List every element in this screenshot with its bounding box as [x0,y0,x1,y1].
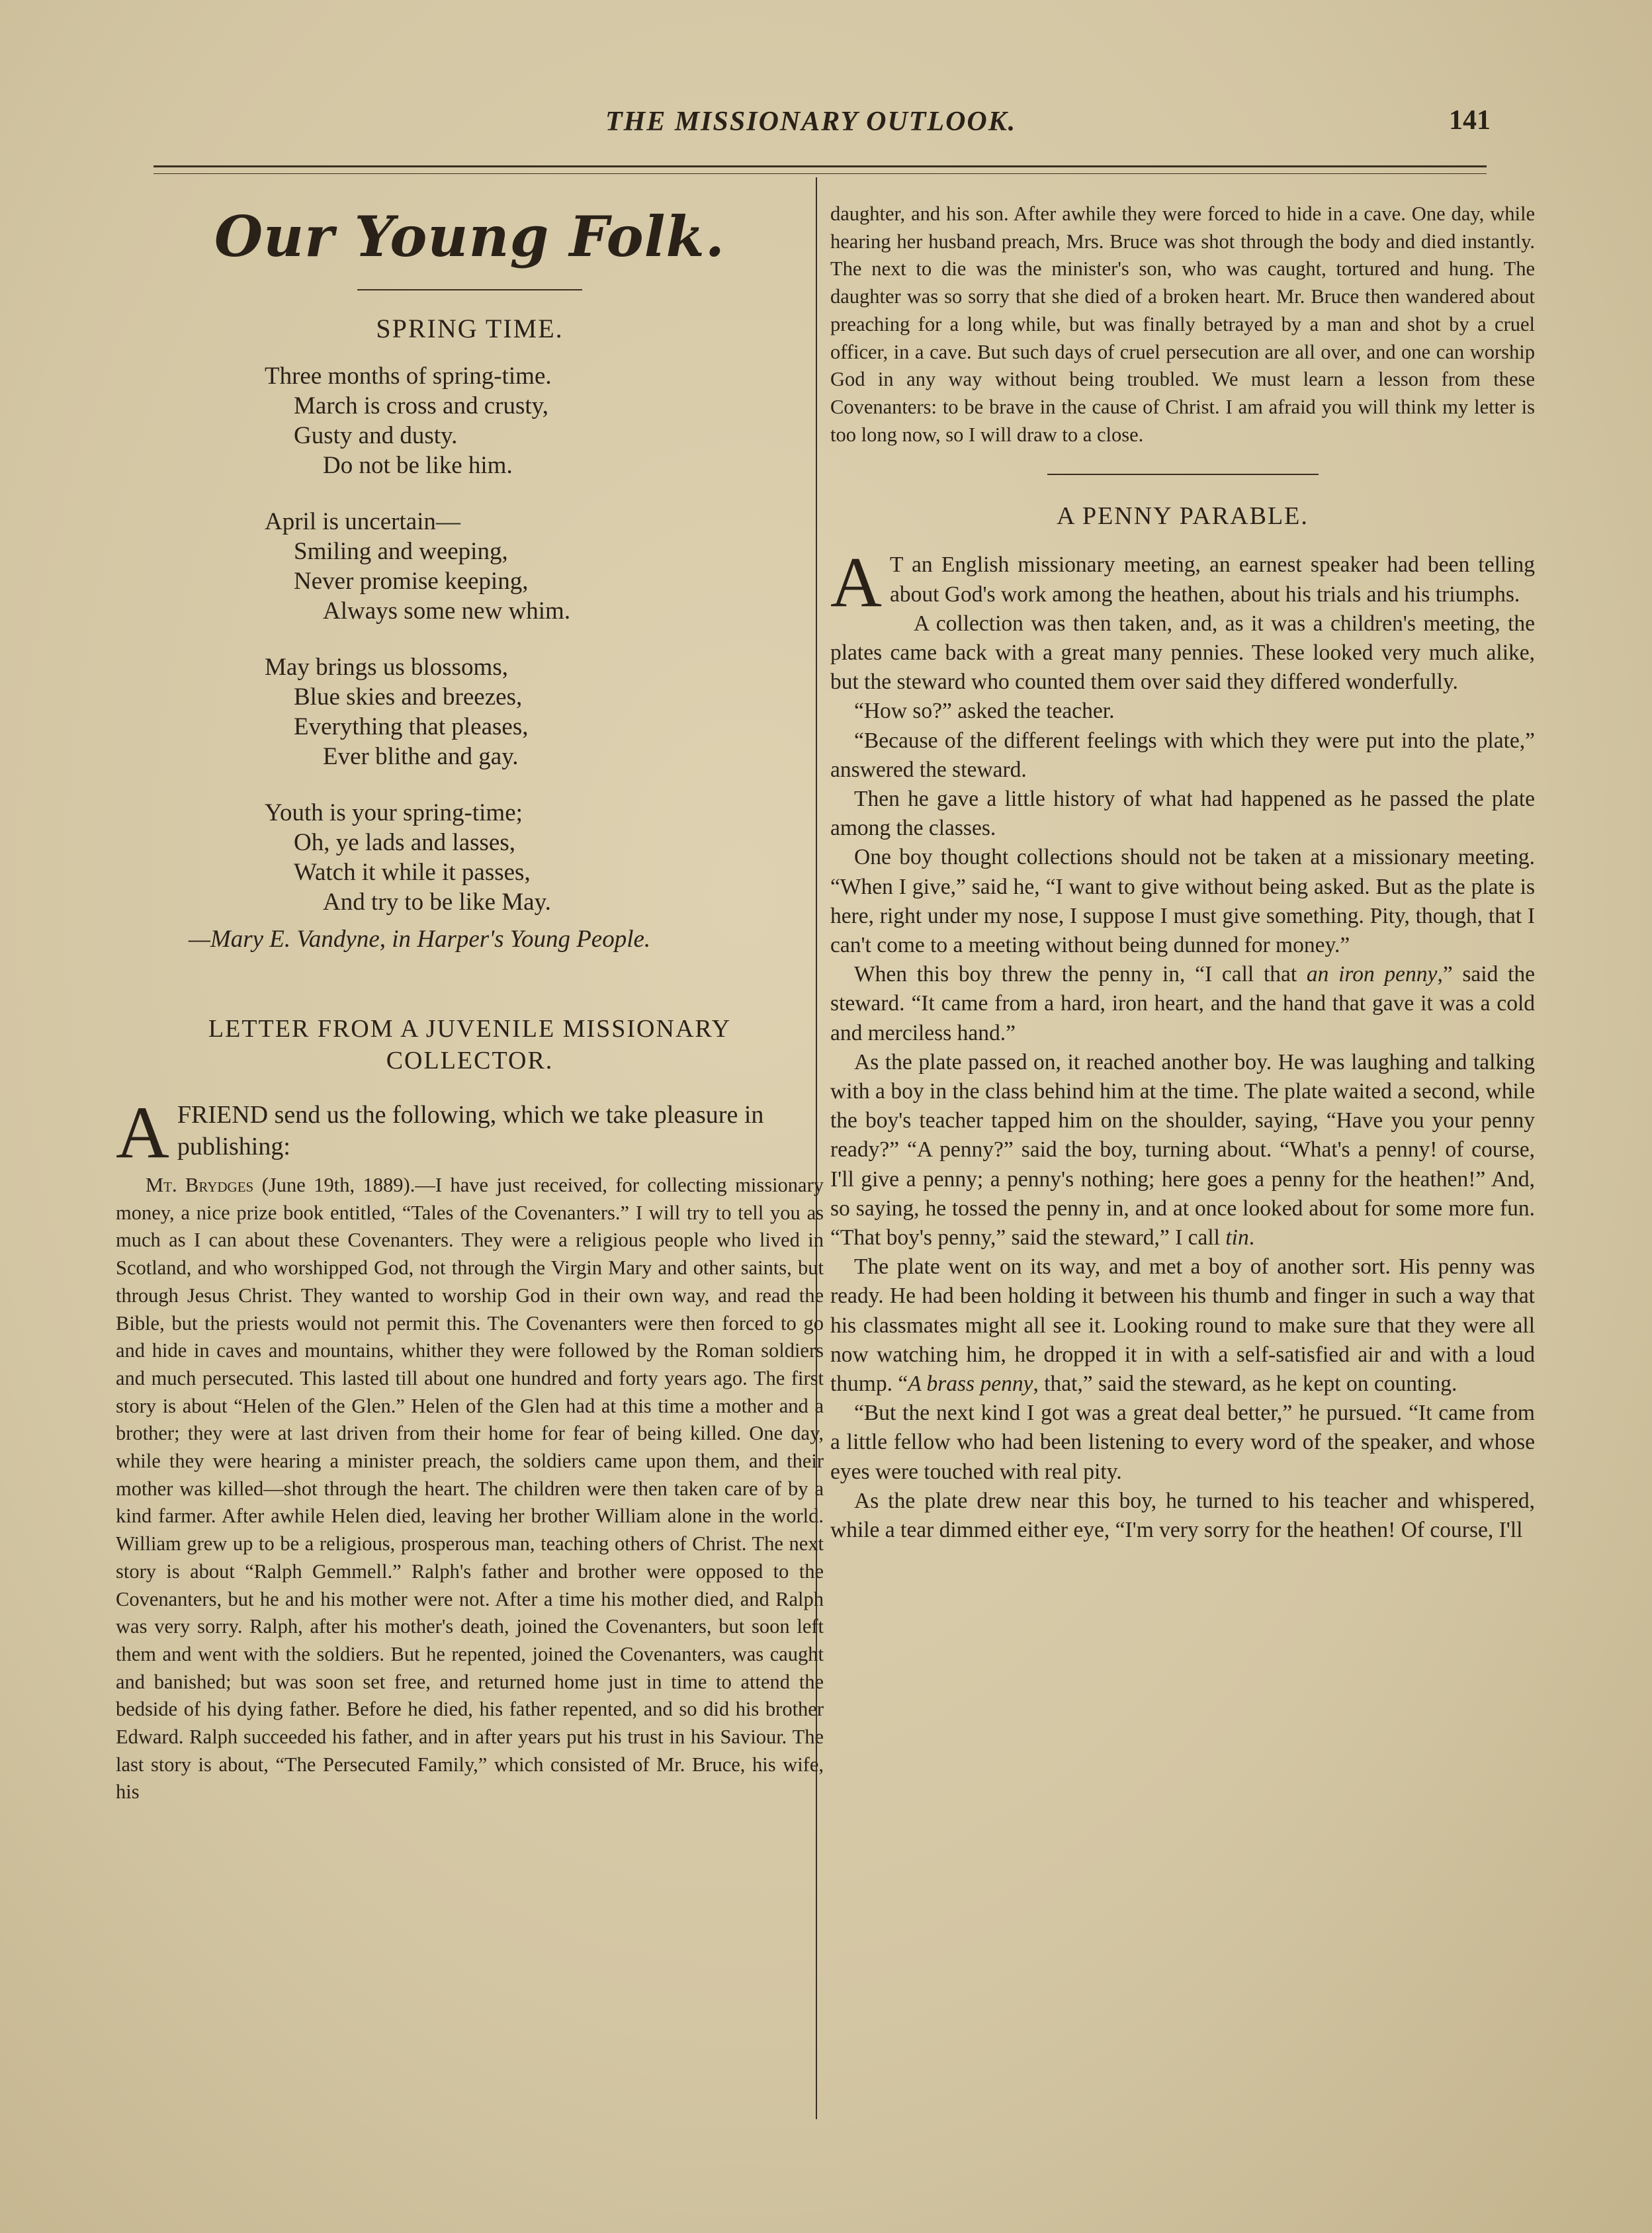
poem-line: March is cross and crusty, [294,392,548,419]
parable-text: The plate went on its way, and met a boy of another sort. His penny was ready. He had been holding it between his thumb and finger in such a way that his classmates might all see it. Looking round to make sure that they were all now watching him, he dropped it in with a self-satisfied air and with a loud thump. “ [830,1254,1535,1397]
parable-text: When this boy threw the penny in, “I call that [854,962,1307,987]
poem [265,361,824,917]
parable-paragraph: “How so?” asked the teacher. [854,699,1115,724]
letter-intro-text: FRIEND send us the following, which we take pleasure in publishing: [177,1101,764,1160]
poem-line: Smiling and weeping, [294,538,508,565]
parable-paragraph: As the plate drew near this boy, he turned to his teacher and whispered, while a tear dimmed either eye, “I'm very sorry for the heathen! Of course, I'll [830,1488,1535,1543]
parable-text: , that,” said the steward, as he kept on counting. [1033,1372,1457,1397]
poem-line: Everything that pleases, [294,713,529,740]
parable-paragraph: A collection was then taken, and, as it was a children's meeting, the plates came back with a great many pennies. These looked very much alike, but the steward who counted them over said they differed wonderfully. [830,611,1535,695]
left-column [116,177,824,1806]
poem-stanza-2 [265,507,824,626]
poem-line: Watch it while it passes, [294,859,531,886]
poem-line: May brings us blossoms, [265,654,508,681]
parable-body [830,543,1535,1545]
right-column [830,177,1535,1545]
poem-line: Oh, ye lads and lasses, [294,829,515,856]
parable-paragraph [830,1048,1535,1252]
page-number: 141 [1449,105,1491,136]
poem-line: Gusty and dusty. [294,422,458,449]
parable-paragraph: “Because of the different feelings with which they were put into the plate,” answered the steward. [830,728,1535,782]
header-rule-thin [153,173,1487,174]
parable-title: A PENNY PARABLE. [1057,502,1309,531]
poem-line: Ever blithe and gay. [323,743,519,770]
drop-cap: A [116,1092,169,1174]
parable-paragraph: One boy thought collections should not be taken at a missionary meeting. “When I give,” said he, “I want to give without being asked. But as the plate is here, right under my nose, I suppose I must give something. Pity, though, that I can't come to a meeting without being dunned for money.” [830,845,1535,957]
parable-paragraph [830,543,1535,623]
letter-intro [116,1092,824,1174]
heading-rule [357,289,582,290]
poem-line: April is uncertain— [265,508,460,535]
poem-stanza-3 [265,652,824,771]
parable-text: As the plate passed on, it reached another boy. He was laughing and talking with a boy in the class behind him at the time. The plate waited a second, while the boy's teacher tapped him on the shoulder, saying, “Have you your penny ready?” “A penny?” said the boy, turning about. “What's a penny! of course, I'll give a penny; a penny's nothing; here goes a penny for the heathen!” And, so saying, he tossed the penny in, and at once looked about for some more fun. “That boy's penny,” said the steward,” I call [830,1049,1535,1250]
poem-line: Do not be like him. [323,452,513,479]
letter-title [116,1013,824,1076]
section-heading: Our Young Folk. [214,204,725,269]
running-header [0,99,1652,152]
poem-stanza-4 [265,798,824,917]
letter-body [116,1172,824,1806]
letter-text: (June 19th, 1889).—I have just received, for collecting missionary money, a nice prize book entitled, “Tales of the Covenanters.” I will try to tell you as much as I can about these Covenanters. They were a religious people who lived in Scotland, and who worshipped God, not through the Virgin Mary and other saints, but through Jesus Christ. They wanted to worship God in their own way, and read the Bible, but the priests would not permit this. The Covenanters were then forced to go and hide in caves and mountains, whither they were followed by the Roman soldiers and much persecuted. This lasted till about one hundred and forty years ago. The first story is about “Helen of the Glen.” Helen of the Glen had at this time a mother and a brother; they were at last driven from their home for fear of being killed. One day, while they were hearing a minister preach, the soldiers came upon them, and their mother was killed—shot through the heart. The children were then taken care of by a kind farmer. After awhile Helen died, leaving her brother William alone in the world. William grew up to be a religious, prosperous man, teaching others of Christ. The next story is about “Ralph Gemmell.” Ralph's father and brother were opposed to the Covenanters, but he and his mother were not. After a time his mother died, and Ralph was very sorry. Ralph, after his mother's death, joined the Covenanters, but soon left them and went with the soldiers. But he repented, joined the Covenanters, was caught and banished; but was soon set free, and returned home just in time to attend the bedside of his dying father. Before he died, his father repented, and so did his brother Edward. Ralph succeeded his father, and in after years put his trust in his Saviour. The last story is about, “The Persecuted Family,” which consisted of Mr. Bruce, his wife, his [116,1174,824,1804]
parable-paragraph: “But the next kind I got was a great deal better,” he pursued. “It came from a little fellow who had been listening to every word of the speaker, and whose eyes were touched with real pity. [830,1401,1535,1484]
parable-emphasis: an iron penny [1306,962,1438,987]
poem-attribution: —Mary E. Vandyne, in Harper's Young People. [189,926,651,953]
running-title: THE MISSIONARY OUTLOOK. [605,107,1017,137]
poem-line: Blue skies and breezes, [294,683,523,711]
poem-title: SPRING TIME. [376,314,564,343]
drop-cap: A [830,543,882,623]
header-rule [153,165,1487,167]
section-rule [1047,474,1319,475]
letter-title-line-2: COLLECTOR. [386,1047,554,1074]
parable-text: T an English missionary meeting, an earnest speaker had been telling about God's work among the heathen, about his trials and his triumphs. [890,552,1535,607]
poem-line: Never promise keeping, [294,568,529,595]
parable-text: . [1248,1225,1255,1250]
poem-line: Three months of spring-time. [265,363,552,390]
parable-paragraph [830,960,1535,1048]
poem-line: Always some new whim. [323,597,571,625]
parable-text: ,” said the steward. “It came from a hard, iron heart, and the hand that gave it was a cold and merciless hand.” [830,962,1535,1045]
parable-emphasis: A brass penny [908,1372,1033,1397]
letter-continued: daughter, and his son. After awhile they were forced to hide in a cave. One day, while hearing her husband preach, Mrs. Bruce was shot through the body and died instantly. The next to die was the minister's son, who was caught, tortured and hung. The daughter was so sorry that she died of a broken heart. Mr. Bruce then wandered about preaching for a long while, but was finally betrayed by a man and shot by a cruel officer, in a cave. But such days of cruel persecution are all over, and one can worship God in any way without being troubled. We must learn a lesson from these Covenanters: to be brave in the cause of Christ. I am afraid you will think my letter is too long now, so I will draw to a close. [830,202,1535,446]
parable-paragraph [830,1252,1535,1399]
letter-title-line-1: LETTER FROM A JUVENILE MISSIONARY [208,1015,732,1043]
letter-place: Mt. Brydges [146,1174,254,1196]
poem-line: And try to be like May. [323,889,551,916]
poem-stanza-1 [265,361,824,480]
poem-line: Youth is your spring-time; [265,799,523,826]
parable-emphasis: tin [1225,1225,1249,1250]
parable-paragraph: Then he gave a little history of what had happened as he passed the plate among the classes. [830,786,1535,841]
letter-paragraph [116,1172,824,1806]
